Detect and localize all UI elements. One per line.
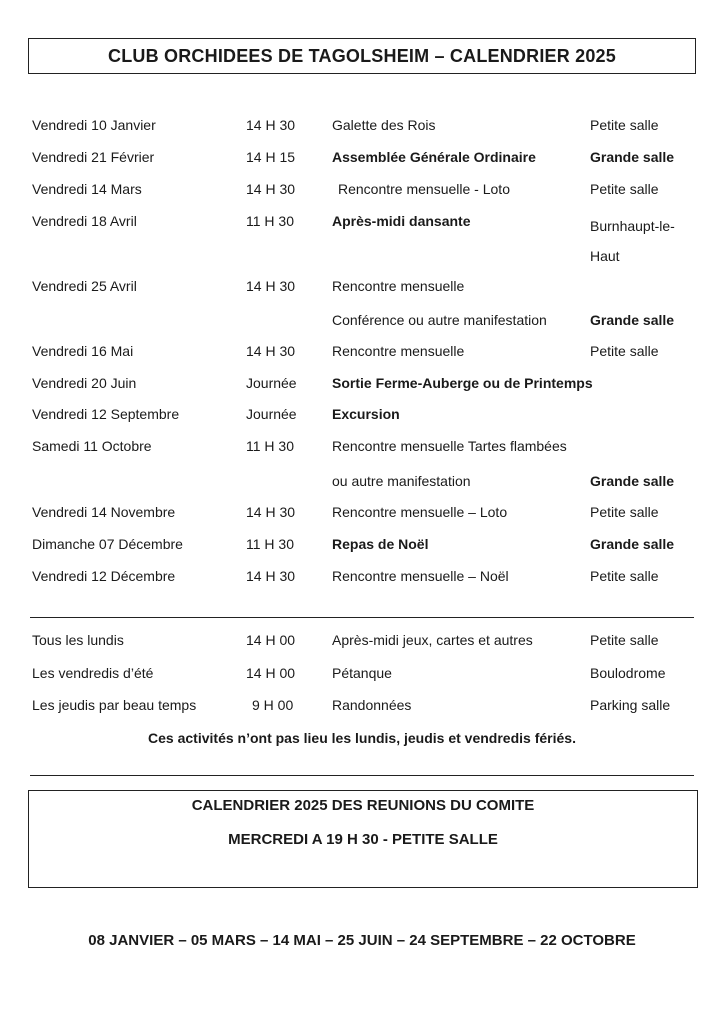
event-time: 11 H 30 bbox=[246, 213, 294, 229]
event-time: Journée bbox=[246, 375, 297, 391]
activity-title: Après-midi jeux, cartes et autres bbox=[332, 632, 533, 648]
divider bbox=[30, 617, 694, 618]
activity-time: 14 H 00 bbox=[246, 665, 296, 681]
activity-time: 9 H 00 bbox=[252, 697, 294, 713]
event-room: Petite salle bbox=[590, 343, 659, 359]
list-item bbox=[0, 568, 724, 592]
event-time: 14 H 30 bbox=[246, 278, 296, 294]
activity-title: Randonnées bbox=[332, 697, 412, 713]
event-time: 14 H 30 bbox=[246, 568, 296, 584]
event-time: 14 H 30 bbox=[246, 504, 296, 520]
comite-dates: 08 JANVIER – 05 MARS – 14 MAI – 25 JUIN – 24 SEPTEMBRE – 22 OCTOBRE bbox=[88, 932, 636, 949]
event-title: Rencontre mensuelle - Loto bbox=[338, 181, 510, 197]
activity-when: Les vendredis d’été bbox=[32, 665, 154, 681]
event-title: Conférence ou autre manifestation bbox=[332, 312, 547, 328]
event-room: Burnhaupt-le- bbox=[590, 218, 675, 234]
event-title: Excursion bbox=[332, 406, 400, 422]
event-date: Vendredi 12 Décembre bbox=[32, 568, 176, 584]
event-title: Après-midi dansante bbox=[332, 213, 471, 229]
page-title: CLUB ORCHIDEES DE TAGOLSHEIM – CALENDRIER 2025 bbox=[28, 38, 696, 74]
event-date: Vendredi 21 Février bbox=[32, 149, 155, 165]
activity-room: Parking salle bbox=[590, 697, 671, 713]
list-item bbox=[0, 181, 724, 205]
comite-subtitle: MERCREDI A 19 H 30 - PETITE SALLE bbox=[228, 831, 498, 848]
activity-when: Tous les lundis bbox=[32, 632, 124, 648]
event-date: Vendredi 16 Mai bbox=[32, 343, 134, 359]
event-room: Petite salle bbox=[590, 504, 659, 520]
activity-when: Les jeudis par beau temps bbox=[32, 697, 197, 713]
event-time: Journée bbox=[246, 406, 297, 422]
event-time: 11 H 30 bbox=[246, 438, 294, 454]
event-title: Galette des Rois bbox=[332, 117, 436, 133]
list-item bbox=[0, 117, 724, 141]
list-item bbox=[0, 149, 724, 173]
event-date: Vendredi 20 Juin bbox=[32, 375, 137, 391]
list-item bbox=[0, 536, 724, 560]
event-room: Grande salle bbox=[590, 149, 675, 165]
event-title: Rencontre mensuelle – Loto bbox=[332, 504, 508, 520]
activity-room: Petite salle bbox=[590, 632, 659, 648]
event-title: Rencontre mensuelle Tartes flambées bbox=[332, 438, 567, 454]
event-date: Vendredi 14 Mars bbox=[32, 181, 142, 197]
event-date: Dimanche 07 Décembre bbox=[32, 536, 183, 552]
event-title: Sortie Ferme-Auberge ou de Printemps bbox=[332, 375, 593, 391]
activity-room: Boulodrome bbox=[590, 665, 666, 681]
list-item bbox=[0, 665, 724, 689]
comite-title: CALENDRIER 2025 DES REUNIONS DU COMITE bbox=[191, 797, 535, 814]
event-title: Repas de Noël bbox=[332, 536, 429, 552]
list-item-continued bbox=[0, 473, 724, 497]
event-date: Vendredi 18 Avril bbox=[32, 213, 137, 229]
list-item bbox=[0, 504, 724, 528]
activity-time: 14 H 00 bbox=[246, 632, 296, 648]
list-item bbox=[0, 343, 724, 367]
list-item bbox=[0, 697, 724, 721]
activity-title: Pétanque bbox=[332, 665, 392, 681]
event-title: Rencontre mensuelle bbox=[332, 278, 465, 294]
event-title: Rencontre mensuelle bbox=[332, 343, 465, 359]
event-time: 14 H 30 bbox=[246, 181, 296, 197]
holiday-note: Ces activités n’ont pas lieu les lundis, jeudis et vendredis fériés. bbox=[148, 730, 576, 746]
event-room: Grande salle bbox=[590, 536, 675, 552]
event-time: 14 H 15 bbox=[246, 149, 296, 165]
event-date: Vendredi 12 Septembre bbox=[32, 406, 180, 422]
event-date: Vendredi 14 Novembre bbox=[32, 504, 176, 520]
event-time: 11 H 30 bbox=[246, 536, 294, 552]
event-time: 14 H 30 bbox=[246, 117, 296, 133]
list-item bbox=[0, 438, 724, 462]
event-room: Grande salle bbox=[590, 473, 675, 489]
event-room: Petite salle bbox=[590, 181, 659, 197]
list-item bbox=[0, 375, 724, 399]
event-room: Haut bbox=[590, 248, 620, 264]
event-time: 14 H 30 bbox=[246, 343, 296, 359]
event-room: Petite salle bbox=[590, 568, 659, 584]
event-title: Rencontre mensuelle – Noël bbox=[332, 568, 509, 584]
event-title: Assemblée Générale Ordinaire bbox=[332, 149, 536, 165]
list-item bbox=[0, 632, 724, 656]
event-date: Samedi 11 Octobre bbox=[32, 438, 152, 454]
event-title: ou autre manifestation bbox=[332, 473, 471, 489]
list-item-continued bbox=[0, 312, 724, 336]
list-item bbox=[0, 213, 724, 237]
list-item-continued bbox=[0, 248, 724, 272]
event-room: Grande salle bbox=[590, 312, 675, 328]
event-date: Vendredi 10 Janvier bbox=[32, 117, 156, 133]
list-item bbox=[0, 406, 724, 430]
event-date: Vendredi 25 Avril bbox=[32, 278, 137, 294]
list-item bbox=[0, 278, 724, 302]
comite-box bbox=[28, 790, 698, 888]
event-room: Petite salle bbox=[590, 117, 659, 133]
divider bbox=[30, 775, 694, 776]
